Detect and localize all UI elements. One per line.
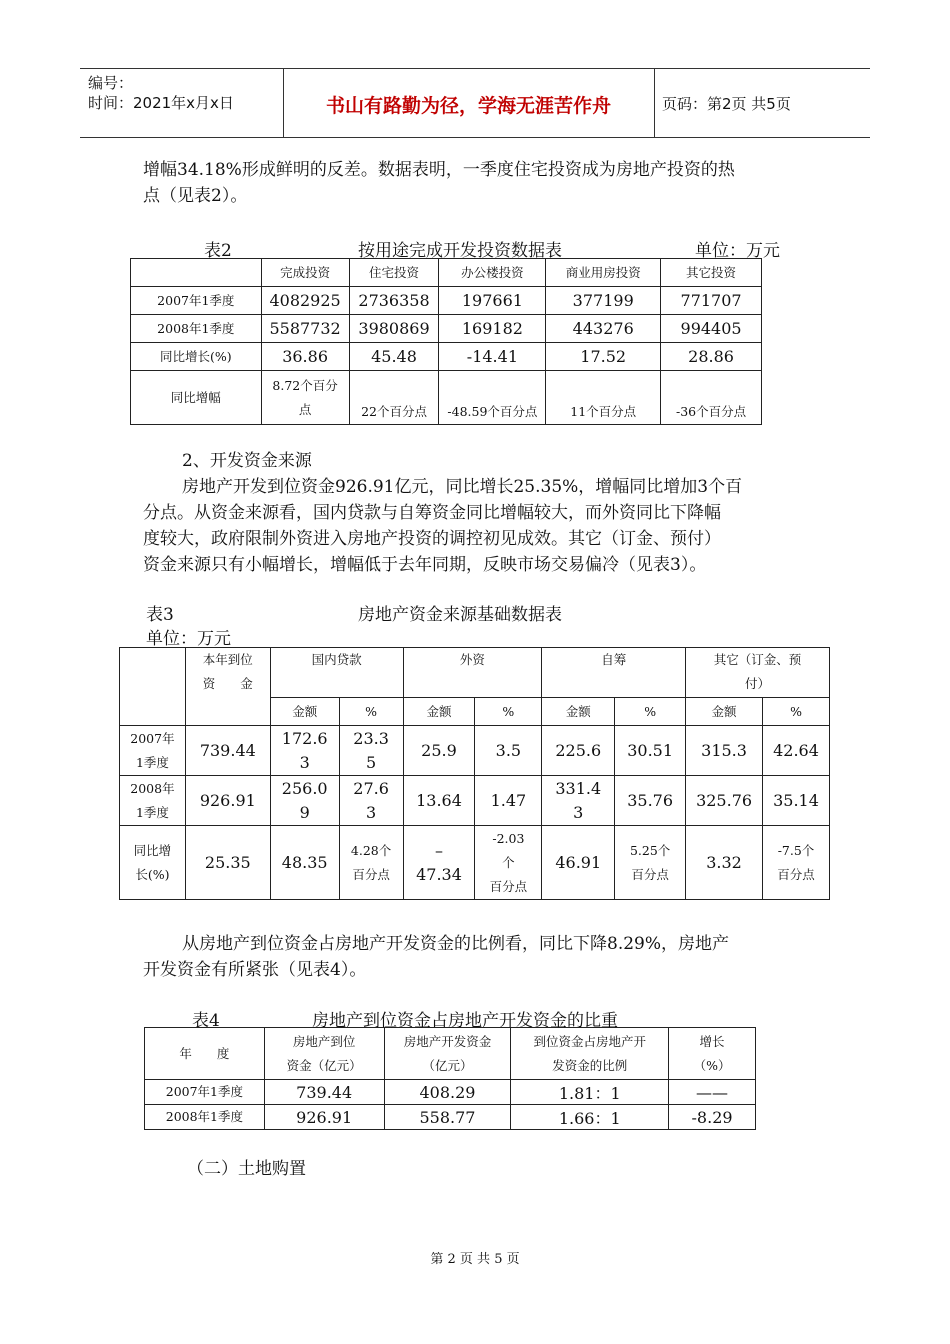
- intro-paragraph: [143, 157, 735, 209]
- table2-header: 住宅投资: [349, 259, 439, 287]
- table-cell: 11个百分点: [546, 371, 661, 425]
- header-divider: [654, 69, 655, 137]
- cell-line: 3: [366, 802, 377, 822]
- table-cell: 3980869: [349, 315, 439, 343]
- table-row: [131, 371, 762, 425]
- table2-header: 办公楼投资: [439, 259, 546, 287]
- cell-line: 256.0: [281, 778, 328, 798]
- table3-subheader: 金额: [270, 698, 339, 726]
- table4-header: [384, 1028, 511, 1080]
- row-label: [120, 726, 186, 776]
- table3-subheader: %: [339, 698, 403, 726]
- table-cell: -48.59个百分点: [439, 371, 546, 425]
- table2: [130, 258, 762, 425]
- header-line: 增长: [699, 1033, 725, 1049]
- paragraph-line: 从房地产到位资金占房地产开发资金的比例看，同比下降8.29%，房地产: [182, 934, 730, 954]
- table-cell: 558.77: [384, 1105, 511, 1130]
- section2-paragraph: [143, 474, 813, 578]
- page-footer: 第 2 页 共 5 页: [430, 1252, 520, 1267]
- table-cell: 42.64: [763, 726, 830, 776]
- table-cell: 994405: [661, 315, 762, 343]
- table-row: [145, 1080, 756, 1105]
- table3-corner: [120, 648, 186, 726]
- table-cell: 169182: [439, 315, 546, 343]
- table-row: [145, 1105, 756, 1130]
- header-motto: 书山有路勤为径，学海无涯苦作舟: [325, 95, 611, 117]
- time-label: 时间：2021年x月x日: [88, 94, 234, 112]
- header-line: 资金（亿元）: [286, 1057, 362, 1073]
- header-meta: [88, 73, 234, 113]
- row-label: 2008年1季度: [145, 1105, 265, 1130]
- row-label-line: 长(%): [135, 866, 170, 882]
- cell-line: 47.34: [416, 864, 462, 884]
- table2-corner: [131, 259, 262, 287]
- table-row: [120, 726, 830, 776]
- cell-line: –: [434, 840, 443, 860]
- table3-subheader: %: [763, 698, 830, 726]
- header-line: 到位资金占房地产开: [533, 1033, 646, 1049]
- table-cell: ——: [669, 1080, 756, 1105]
- row-label: [120, 826, 186, 900]
- cell-line: 27.6: [353, 778, 389, 798]
- row-label: 同比增长(%): [131, 343, 262, 371]
- table-cell: 1.47: [475, 776, 542, 826]
- header-line: 其它（订金、预: [713, 652, 802, 667]
- section3-heading: （二）土地购置: [187, 1159, 306, 1179]
- table-cell: -8.29: [669, 1105, 756, 1130]
- table-cell: 225.6: [542, 726, 615, 776]
- paragraph-line: 开发资金有所紧张（见表4）。: [143, 960, 367, 980]
- row-label-line: 1季度: [135, 754, 169, 770]
- table-cell: [270, 776, 339, 826]
- table-cell: 22个百分点: [349, 371, 439, 425]
- table-cell: 45.48: [349, 343, 439, 371]
- header-line: （%）: [693, 1057, 731, 1073]
- header-line: 付）: [745, 676, 771, 691]
- table-cell: 1.66：1: [511, 1105, 669, 1130]
- table-cell: [403, 826, 475, 900]
- table3-header-total: [185, 648, 270, 726]
- row-label: 2007年1季度: [131, 287, 262, 315]
- table-cell: 443276: [546, 315, 661, 343]
- table-cell: [270, 726, 339, 776]
- row-label-line: 2007年: [130, 730, 175, 746]
- table-cell: 926.91: [185, 776, 270, 826]
- table3-header-group: [686, 648, 830, 698]
- table3-label: 表3: [146, 605, 174, 625]
- cell-line: 3: [573, 802, 584, 822]
- cell-line: 3: [299, 752, 310, 772]
- row-label: [120, 776, 186, 826]
- cell-line: 百分点: [631, 866, 669, 882]
- paragraph-line: 分点。从资金来源看，国内贷款与自筹资金同比增幅较大，而外资同比下降幅: [143, 503, 721, 523]
- row-label-line: 同比增: [133, 842, 172, 858]
- table2-header: 其它投资: [661, 259, 762, 287]
- section2-heading: 2、开发资金来源: [182, 451, 312, 471]
- table-cell: 315.3: [686, 726, 763, 776]
- table4-header: 年 度: [145, 1028, 265, 1080]
- table-cell: [261, 371, 349, 425]
- table-cell: 739.44: [185, 726, 270, 776]
- table2-header: 完成投资: [261, 259, 349, 287]
- table-cell: [763, 826, 830, 900]
- code-label: 编号：: [88, 74, 134, 92]
- table-cell: 46.91: [542, 826, 615, 900]
- cell-line: 5.25个: [629, 842, 671, 858]
- table-row: [131, 287, 762, 315]
- table-cell: 35.76: [615, 776, 686, 826]
- intro-line: 增幅34.18%形成鲜明的反差。数据表明，一季度住宅投资成为房地产投资的热: [143, 160, 735, 180]
- header-line: 发资金的比例: [552, 1057, 628, 1073]
- table-cell: 377199: [546, 287, 661, 315]
- header-line: 房地产开发资金: [403, 1033, 492, 1049]
- row-label-line: 2008年: [130, 780, 175, 796]
- header-line: 资 金: [202, 676, 253, 691]
- cell-line: 23.3: [353, 728, 389, 748]
- table4-header: [511, 1028, 669, 1080]
- table-cell: 25.35: [185, 826, 270, 900]
- table-cell: -36个百分点: [661, 371, 762, 425]
- table3-unit: 单位：万元: [146, 629, 231, 649]
- table4-header: [669, 1028, 756, 1080]
- table-cell: 2736358: [349, 287, 439, 315]
- cell-line: -2.03: [492, 830, 525, 846]
- table-cell: [475, 826, 542, 900]
- table4-label: 表4: [192, 1011, 220, 1031]
- cell-line: 5: [366, 752, 377, 772]
- table2-title: 按用途完成开发投资数据表: [358, 241, 562, 261]
- table3-subheader: 金额: [686, 698, 763, 726]
- table-cell: 739.44: [264, 1080, 384, 1105]
- table-cell: 3.5: [475, 726, 542, 776]
- paragraph-line: 资金来源只有小幅增长，增幅低于去年同期，反映市场交易偏冷（见表3）。: [143, 555, 707, 575]
- table3-subheader: %: [475, 698, 542, 726]
- table-cell: 197661: [439, 287, 546, 315]
- cell-line: 331.4: [555, 778, 602, 798]
- table-cell: 13.64: [403, 776, 475, 826]
- header-line: 本年到位: [202, 652, 253, 667]
- table3-header-group: 外资: [403, 648, 542, 698]
- table4: [144, 1027, 756, 1130]
- header-page-label: 页码：第2页 共5页: [662, 95, 791, 113]
- table-row: [131, 343, 762, 371]
- paragraph-line: 度较大，政府限制外资进入房地产投资的调控初见成效。其它（订金、预付）: [143, 529, 721, 549]
- cell-line: 百分点: [352, 866, 390, 882]
- page-header: [80, 68, 870, 138]
- table-cell: [542, 776, 615, 826]
- table2-header: 商业用房投资: [546, 259, 661, 287]
- table-cell: [339, 826, 403, 900]
- header-line: （亿元）: [422, 1057, 473, 1073]
- row-label-line: 1季度: [135, 804, 169, 820]
- table-row: [120, 776, 830, 826]
- table-cell: 35.14: [763, 776, 830, 826]
- table-cell: 17.52: [546, 343, 661, 371]
- table-cell: 3.32: [686, 826, 763, 900]
- cell-line: 4.28个: [350, 842, 392, 858]
- table-cell: [339, 776, 403, 826]
- cell-line: 9: [299, 802, 310, 822]
- row-label: 同比增幅: [131, 371, 262, 425]
- cell-line: 8.72个百分: [272, 377, 338, 393]
- table-row: [131, 315, 762, 343]
- table4-title: 房地产到位资金占房地产开发资金的比重: [312, 1011, 618, 1031]
- table-cell: 771707: [661, 287, 762, 315]
- table-cell: 30.51: [615, 726, 686, 776]
- table-cell: 28.86: [661, 343, 762, 371]
- table-cell: 4082925: [261, 287, 349, 315]
- row-label: 2008年1季度: [131, 315, 262, 343]
- cell-line: 172.6: [281, 728, 328, 748]
- table2-label: 表2: [204, 241, 232, 261]
- table-cell: 1.81：1: [511, 1080, 669, 1105]
- table2-unit: 单位：万元: [695, 241, 780, 261]
- table3-subheader: %: [615, 698, 686, 726]
- table3-subheader: 金额: [403, 698, 475, 726]
- table-row: [120, 826, 830, 900]
- cell-line: 百分点: [777, 866, 815, 882]
- table-cell: 48.35: [270, 826, 339, 900]
- table-cell: 408.29: [384, 1080, 511, 1105]
- cell-line: 个: [502, 854, 515, 870]
- table-cell: 36.86: [261, 343, 349, 371]
- table4-header: [264, 1028, 384, 1080]
- table3: [119, 647, 830, 900]
- row-label: 2007年1季度: [145, 1080, 265, 1105]
- paragraph-line: 房地产开发到位资金926.91亿元，同比增长25.35%，增幅同比增加3个百: [182, 477, 743, 497]
- header-line: 房地产到位: [292, 1033, 356, 1049]
- table3-header-group: 自筹: [542, 648, 686, 698]
- table-cell: 325.76: [686, 776, 763, 826]
- cell-line: 百分点: [489, 878, 528, 894]
- table-cell: 5587732: [261, 315, 349, 343]
- table3-header-group: 国内贷款: [270, 648, 403, 698]
- table-cell: [339, 726, 403, 776]
- table3-title: 房地产资金来源基础数据表: [358, 605, 562, 625]
- cell-line: -7.5个: [777, 842, 815, 858]
- table-cell: 926.91: [264, 1105, 384, 1130]
- cell-line: 点: [298, 401, 312, 417]
- table3-subheader: 金额: [542, 698, 615, 726]
- table-cell: -14.41: [439, 343, 546, 371]
- table-cell: [615, 826, 686, 900]
- intro-line: 点（见表2）。: [143, 186, 248, 206]
- table-cell: 25.9: [403, 726, 475, 776]
- ratio-paragraph: [143, 931, 729, 983]
